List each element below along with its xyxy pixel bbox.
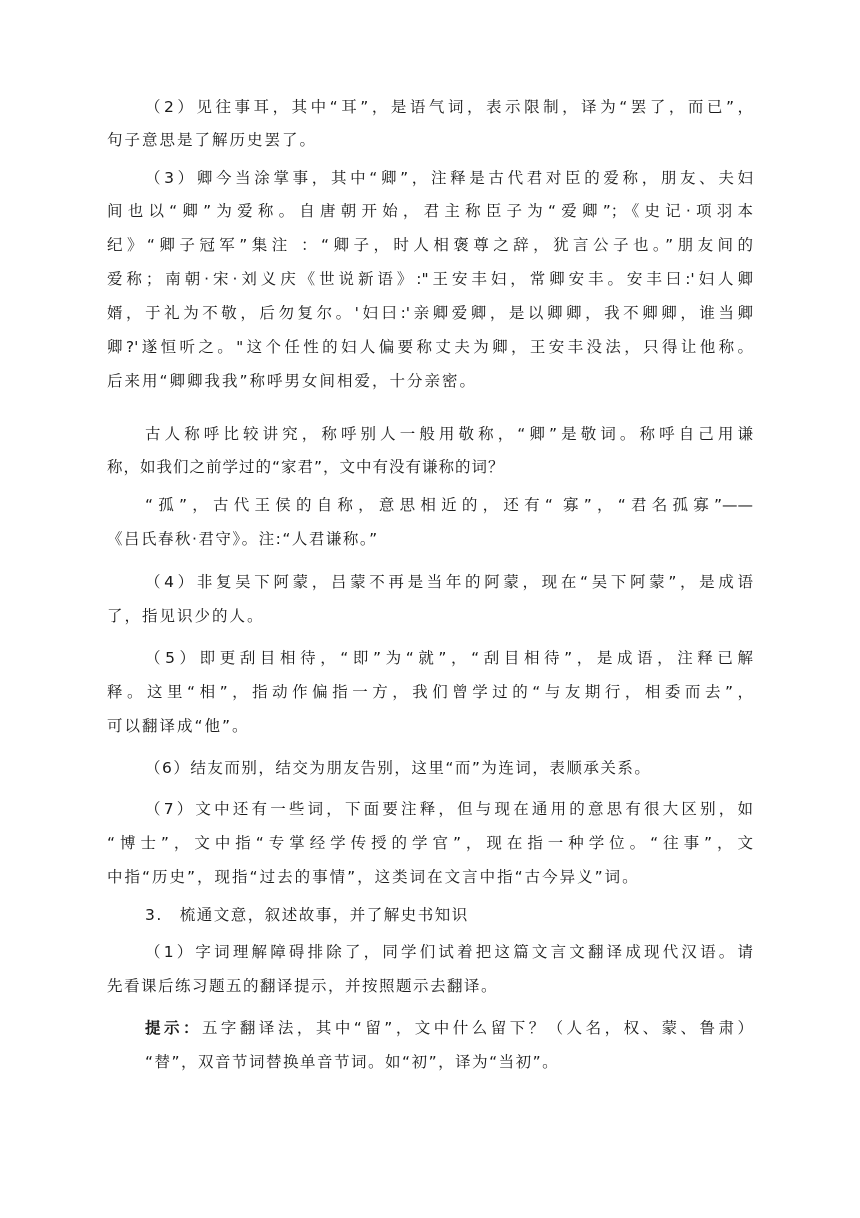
hint-line	[145, 1013, 753, 1043]
paragraph-line: “孤”，古代王侯的自称，意思相近的，还有“ 寡”，“君名孤寡”——	[145, 496, 753, 514]
paragraph-line: 间也以“卿”为爱称。自唐朝开始，君主称臣子为“爱卿”；《史记·项羽本	[107, 202, 753, 220]
hint-label: 提示：	[145, 1019, 202, 1037]
paragraph-line: 古人称呼比较讲究，称呼别人一般用敬称，“卿”是敬词。称呼自己用谦	[145, 425, 753, 443]
hint-text: 五字翻译法，其中“留”，文中什么留下？（人名，权、蒙、鲁肃）	[201, 1019, 753, 1037]
paragraph-line: 卿?'遂恒听之。"这个任性的妇人偏要称丈夫为卿，王安丰没法，只得让他称。	[107, 338, 753, 356]
paragraph-line: 《吕氏春秋·君守》。注:“人君谦称。”	[107, 530, 379, 548]
paragraph-line: （7）文中还有一些词，下面要注释，但与现在通用的意思有很大区别，如	[145, 800, 753, 818]
paragraph-line: （2）见往事耳，其中“耳”，是语气词，表示限制，译为“罢了，而已”，	[145, 98, 753, 116]
paragraph-line: 可以翻译成“他”。	[107, 717, 250, 735]
paragraph-line: （3）卿今当涂掌事，其中“卿”，注释是古代君对臣的爱称，朋友、夫妇	[145, 169, 753, 187]
paragraph-line: 纪》“卿子冠军”集注 ：“卿子，时人相褒尊之辞，犹言公子也。”朋友间的	[107, 236, 753, 254]
paragraph-line: （4）非复吴下阿蒙，吕蒙不再是当年的阿蒙，现在“吴下阿蒙”，是成语	[145, 573, 753, 591]
paragraph-line: （6）结友而别，结交为朋友告别，这里“而”为连词，表顺承关系。	[145, 759, 652, 777]
paragraph-line: 爱称；南朝·宋·刘义庆《世说新语》:"王安丰妇，常卿安丰。安丰曰:'妇人卿	[107, 270, 753, 288]
paragraph-line: 婿，于礼为不敬，后勿复尔。'妇曰:'亲卿爱卿，是以卿卿，我不卿卿，谁当卿	[107, 304, 753, 322]
paragraph-line: 了，指见识少的人。	[107, 607, 265, 625]
section-heading: 3. 梳通文意，叙述故事，并了解史书知识	[145, 906, 469, 924]
paragraph-line: 后来用“卿卿我我”称呼男女间相爱，十分亲密。	[107, 372, 478, 390]
paragraph-line: “博士”，文中指“专掌经学传授的学官”，现在指一种学位。“往事”，文	[107, 834, 753, 852]
paragraph-line: （5）即更刮目相待，“即”为“就”，“刮目相待”，是成语，注释已解	[145, 649, 753, 667]
paragraph-line: 先看课后练习题五的翻译提示，并按照题示去翻译。	[107, 977, 499, 995]
paragraph-line: 称，如我们之前学过的“家君”，文中有没有谦称的词？	[107, 458, 505, 476]
paragraph-line: （1）字词理解障碍排除了，同学们试着把这篇文言文翻译成现代汉语。请	[145, 943, 753, 961]
paragraph-line: 释。这里“相”，指动作偏指一方，我们曾学过的“与友期行，相委而去”，	[107, 683, 753, 701]
paragraph-line: 中指“历史”，现指“过去的事情”，这类词在文言中指“古今异义”词。	[107, 868, 640, 886]
paragraph-line: “替”，双音节词替换单音节词。如“初”，译为“当初”。	[145, 1053, 560, 1071]
paragraph-line: 句子意思是了解历史罢了。	[107, 131, 318, 149]
